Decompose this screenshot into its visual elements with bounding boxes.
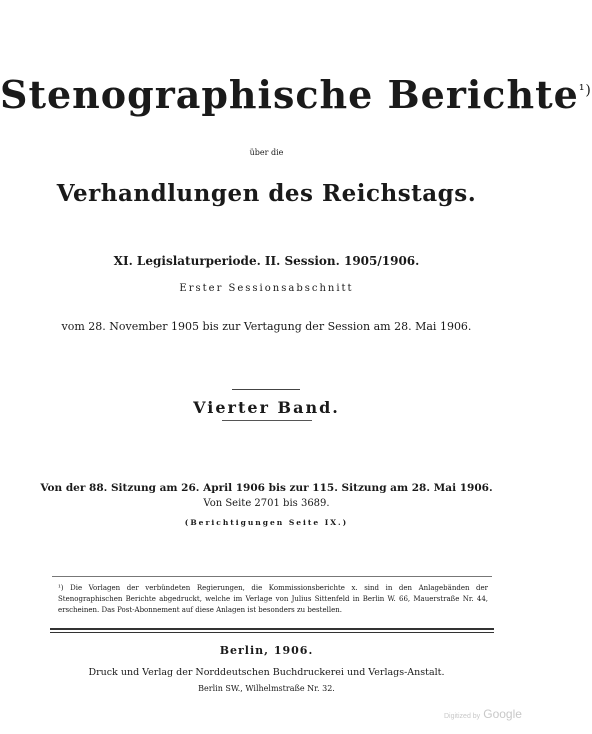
volume-underline <box>222 420 312 421</box>
imprint-divider-thin <box>50 632 494 633</box>
imprint-divider-thick <box>50 628 494 630</box>
session-section: Erster Sessionsabschnitt <box>179 283 354 294</box>
imprint-address: Berlin SW., Wilhelmstraße Nr. 32. <box>198 684 335 693</box>
imprint-city-year: Berlin, 1906. <box>219 644 314 657</box>
footnote-mark: ¹) <box>578 82 592 99</box>
volume-heading: Vierter Band. <box>193 398 340 417</box>
ueber-die-line: über die <box>249 148 284 157</box>
watermark-brand: Google <box>483 707 522 721</box>
footnote: ¹) Die Vorlagen der verbündeten Regierungen, die Kommissionsberichte x. sind in den Anlagebänden der Stenographischen Berichte abgedruckt, welche im Verlage von Julius Sittenfeld in Berlin W. 66, Mauerstraße Nr. 44, erscheinen. Das Post-Abonnement auf diese Anlagen ist besonders zu bestellen. <box>58 584 488 614</box>
page-title <box>0 72 592 117</box>
corrections-note: ( Berichtigungen Seite IX. ) <box>0 518 533 527</box>
imprint-publisher: Druck und Verlag der Norddeutschen Buchdruckerei und Verlags-Anstalt. <box>88 667 445 678</box>
page-range: Von Seite 2701 bis 3689. <box>203 498 330 509</box>
subtitle: Verhandlungen des Reichstags. <box>56 180 477 207</box>
footnote-divider <box>52 576 492 577</box>
date-range: vom 28. November 1905 bis zur Vertagung der Session am 28. Mai 1906. <box>61 320 472 333</box>
session-range: Von der 88. Sitzung am 26. April 1906 bis zur 115. Sitzung am 28. Mai 1906. <box>40 482 493 494</box>
watermark-prefix: Digitized by <box>444 713 481 720</box>
title-text: Stenographische Berichte <box>0 72 579 117</box>
short-divider <box>232 389 300 390</box>
digitized-watermark <box>444 707 522 721</box>
legislature-period: XI. Legislaturperiode. II. Session. 1905/1906. <box>113 254 420 268</box>
